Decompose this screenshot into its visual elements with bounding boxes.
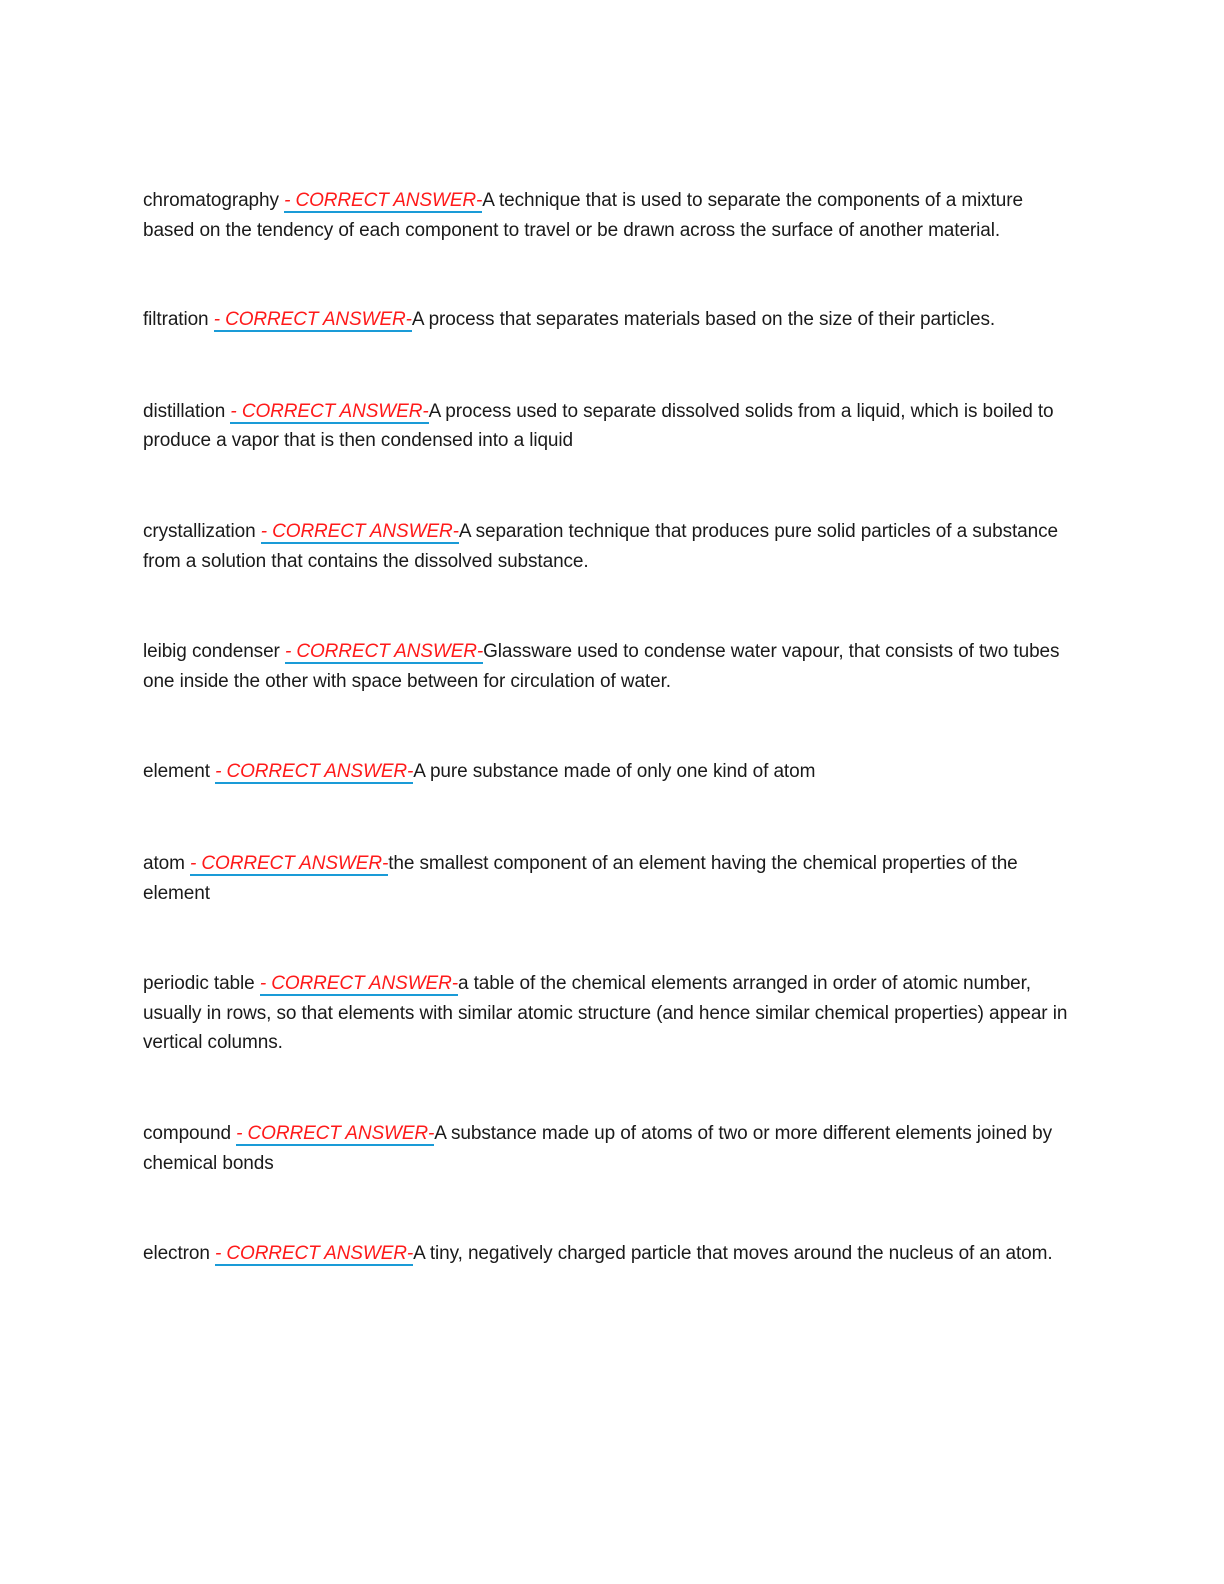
flashcard-entry (143, 397, 1073, 456)
entry-term: chromatography (143, 190, 279, 211)
correct-answer-marker: - CORRECT ANSWER- (259, 973, 458, 995)
flashcard-entry (143, 969, 1073, 1058)
entry-definition: A process that separates materials based on the size of their particles. (411, 309, 996, 331)
entry-term: filtration (143, 309, 209, 331)
correct-answer-marker: - CORRECT ANSWER- (213, 309, 412, 331)
flashcard-entry (143, 849, 1073, 908)
flashcard-entry (143, 305, 1073, 335)
correct-answer-marker: - CORRECT ANSWER- (236, 1122, 435, 1144)
correct-answer-marker: - CORRECT ANSWER- (230, 400, 429, 422)
correct-answer-marker: - CORRECT ANSWER- (214, 1243, 414, 1265)
flashcard-list (143, 186, 1073, 1269)
correct-answer-marker: - CORRECT ANSWER- (260, 520, 459, 542)
correct-answer-marker: - CORRECT ANSWER- (190, 852, 389, 874)
flashcard-entry (143, 757, 1073, 787)
entry-definition: A tiny, negatively charged particle that moves around the nucleus of an atom. (413, 1243, 1053, 1265)
entry-definition: A technique that is used to separate the components of a mixture based on the tendency of each component to travel or be drawn across the surface of another material. (143, 190, 1023, 241)
flashcard-entry (143, 1119, 1073, 1178)
correct-answer-marker: - CORRECT ANSWER- (284, 641, 484, 663)
entry-definition: A separation technique that produces pure solid particles of a substance from a solution that contains the dissolved substance. (143, 520, 1058, 572)
flashcard-entry (143, 186, 1073, 245)
entry-definition: the smallest component of an element having the chemical properties of the element (143, 852, 1018, 904)
entry-definition: A process used to separate dissolved solids from a liquid, which is boiled to produce a vapor that is then condensed into a liquid (143, 400, 1054, 452)
entry-term: crystallization (143, 520, 256, 542)
entry-definition: a table of the chemical elements arranged in order of atomic number, usually in rows, so that elements with similar atomic structure (and hence similar chemical properties) appear in vertical columns. (143, 973, 1068, 1054)
entry-definition: A substance made up of atoms of two or more different elements joined by chemical bonds (143, 1122, 1052, 1174)
entry-definition: A pure substance made of only one kind of atom (413, 761, 816, 783)
flashcard-entry (143, 517, 1073, 576)
entry-term: leibig condenser (143, 641, 280, 663)
entry-term: compound (143, 1122, 231, 1144)
flashcard-entry (143, 637, 1073, 696)
entry-term: electron (143, 1243, 210, 1265)
entry-definition: Glassware used to condense water vapour, that consists of two tubes one inside the other with space between for circulation of water. (143, 641, 1060, 692)
entry-term: distillation (143, 400, 226, 422)
entry-term: atom (143, 852, 185, 874)
entry-term: element (143, 761, 210, 783)
correct-answer-marker: - CORRECT ANSWER- (284, 190, 483, 211)
entry-term: periodic table (143, 973, 255, 995)
correct-answer-marker: - CORRECT ANSWER- (215, 761, 414, 783)
flashcard-entry (143, 1239, 1073, 1269)
